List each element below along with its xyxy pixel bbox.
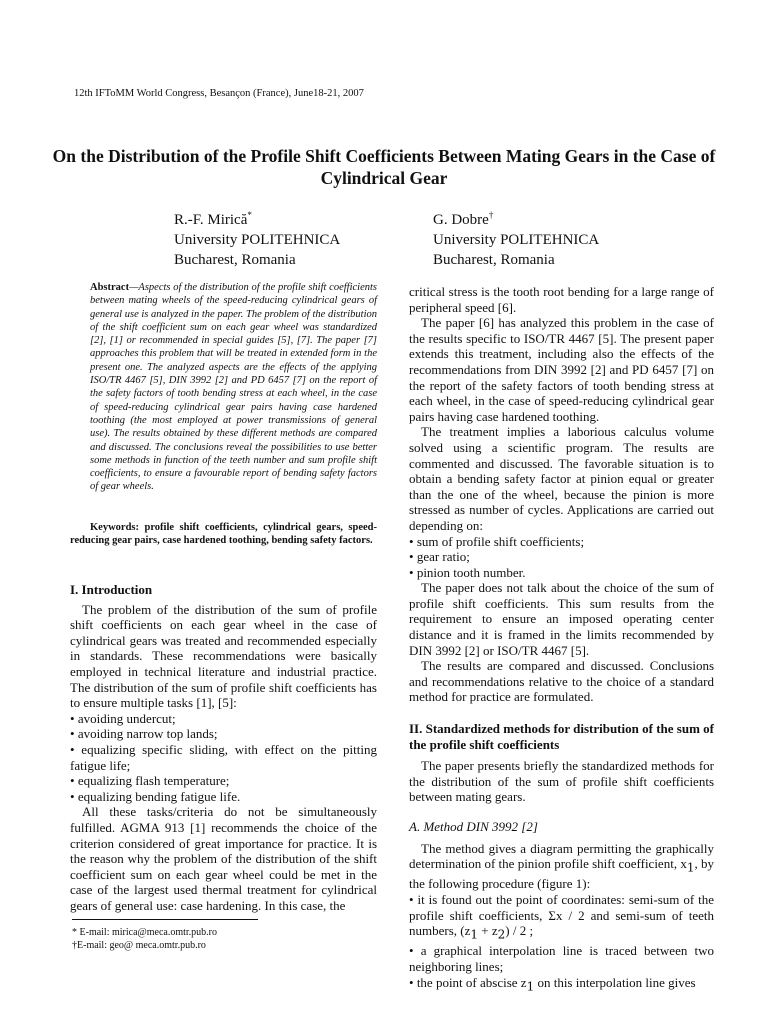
intro-paragraph-2: All these tasks/criteria do not be simultaneously fulfilled. AGMA 913 [1] recommends the choice of the criterion considered of great importance for practice. It is the reason why the problem of the distribution of the shift coefficient sum on each gear wheel could be met in the case of the largest used thermal treatment for cylindrical gears of general use: case hardening. In this case, the (70, 804, 377, 913)
footnote-rule (72, 919, 258, 920)
subsection-a-bullet-2: • a graphical interpolation line is traced between two neighboring lines; (409, 943, 714, 974)
section-heading-2: II. Standardized methods for distribution of the sum of the profile shift coefficients (409, 721, 714, 752)
subsection-a-paragraph-1: The method gives a diagram permitting the graphically determination of the pinion profile shift coefficient, $x_1$, by the following procedure (figure 1): (409, 840, 714, 892)
intro-bullet-3: • equalizing specific sliding, with effect on the pitting fatigue life; (70, 742, 377, 773)
author-name-1: R.-F. Mirică* (174, 210, 252, 228)
subsection-a-bullet-3: • the point of abscise $z_1$ on this interpolation line gives (409, 975, 714, 995)
intro-bullet-4: • equalizing flash temperature; (70, 773, 377, 789)
intro-paragraph-1: The problem of the distribution of the sum of profile shift coefficients on each gear wheel in the case of cylindrical gears was treated and recommended especially in standards. These recommendations were basically employed in technical literature and industrial practice. The distribution of the sum of profile shift coefficients has to ensure multiple tasks [1], [5]: (70, 601, 377, 711)
right-paragraph-3: The treatment implies a laborious calculus volume solved using a scientific program. The results are commented and discussed. The favorable situation is to obtain a bending safety factor at pinion equal or greater than the one of the wheel, because the pinion is more stressed as number of cycles. Applications are carried out depending on: (409, 424, 714, 533)
abstract-text: —Aspects of the distribution of the profile shift coefficients between mating wheels of the speed-reducing cylindrical gears of general use is analyzed in the paper. The problem of the distribution of the shift coefficient sum on each gear wheel was standardized [2], [1] or recommended in special guides [5], [7]. The paper [7] approaches this problem that will be treated in extended form in the present one. The analyzed aspects are the effects of the applying ISO/TR 4467 [5], DIN 3992 [2] and PD 6457 [7] on the report of the safety factors of tooth bending stress at each wheel, in the case of speed-reducing cylindrical gear pairs having case hardened toothing (the most employed at power transmissions of general use). The results obtained by these different methods are compared and discussed. The conclusions reveal the possibilities to use better some methods in function of the teeth number and sum profile shift coefficients, to ensure a favourable report of bending safety factors of gear wheels. (90, 282, 377, 493)
footnote-1: * E-mail: mirica@meca.omtr.pub.ro (72, 927, 217, 938)
abstract (90, 281, 377, 494)
right-paragraph-4: The paper does not talk about the choice of the sum of profile shift coefficients. This sum results from the requirement to ensure an imposed operating center distance and it is framed in the limits recommended by DIN 3992 [2] or ISO/TR 4467 [5]. (409, 580, 714, 658)
right-bullet-3: • pinion tooth number. (409, 565, 714, 581)
right-paragraph-5: The results are compared and discussed. Conclusions and recommendations relative to the choice of a standard method for practice are formulated. (409, 658, 714, 705)
author-location-2: Bucharest, Romania (433, 252, 555, 268)
author-name-2: G. Dobre† (433, 210, 494, 228)
author-affiliation-2: University POLITEHNICA (433, 232, 600, 248)
subsection-heading-a: A. Method DIN 3992 [2] (409, 819, 538, 834)
subsection-a-bullet-1: • it is found out the point of coordinates: semi-sum of the profile shift coefficients, Σx / 2 and semi-sum of teeth numbers, $(z_1 + z_2) / 2$ ; (409, 892, 714, 943)
intro-bullet-5: • equalizing bending fatigue life. (70, 789, 377, 805)
author-block-2 (433, 205, 599, 270)
author-block-1 (174, 205, 340, 270)
author-affiliation-1: University POLITEHNICA (174, 232, 341, 248)
right-bullet-1: • sum of profile shift coefficients; (409, 534, 714, 550)
right-bullet-2: • gear ratio; (409, 549, 714, 565)
right-paragraph-1: critical stress is the tooth root bending for a large range of peripheral speed [6]. (409, 284, 714, 315)
intro-bullet-1: • avoiding undercut; (70, 711, 377, 727)
right-column (409, 284, 714, 995)
footnotes (72, 926, 217, 952)
intro-bullet-2: • avoiding narrow top lands; (70, 726, 377, 742)
left-column (70, 582, 377, 913)
right-paragraph-2: The paper [6] has analyzed this problem in the case of the results specific to ISO/TR 4467 [5]. The present paper extends this treatment, including also the effects of the recommendations from DIN 3992 [2] and PD 6457 [7] on the report of the safety factors of tooth bending stress at each wheel, in the case of speed-reducing cylindrical gear pairs having case hardened toothing. (409, 315, 714, 424)
keywords: Keywords: profile shift coefficients, cylindrical gears, speed-reducing gear pairs, case hardened toothing, bending safety factors. (70, 522, 377, 547)
paper-title: On the Distribution of the Profile Shift Coefficients Between Mating Gears in the Case of Cylindrical Gear (52, 146, 716, 188)
footnote-2: †E-mail: geo@ meca.omtr.pub.ro (72, 940, 206, 951)
section-2-paragraph-1: The paper presents briefly the standardized methods for the distribution of the sum of profile shift coefficients between mating gears. (409, 758, 714, 805)
author-location-1: Bucharest, Romania (174, 252, 296, 268)
section-heading-introduction: I. Introduction (70, 582, 153, 597)
conference-header: 12th IFToMM World Congress, Besançon (France), June18-21, 2007 (74, 88, 364, 99)
abstract-lead: Abstract (90, 282, 130, 293)
